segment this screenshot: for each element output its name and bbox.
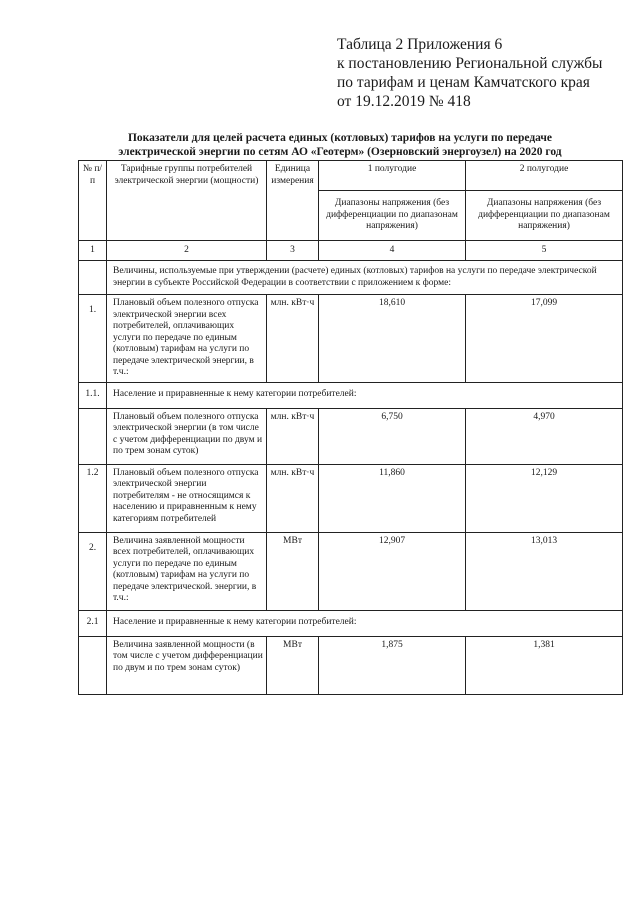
- row-value-h2: 12,129: [466, 464, 623, 532]
- resolution-line: к постановлению Региональной службы: [337, 55, 603, 72]
- row-unit: млн. кВт·ч: [267, 408, 319, 464]
- row-num: 1.1.: [79, 382, 107, 408]
- row-num: 1.: [79, 295, 107, 383]
- empty-cell: [79, 636, 107, 694]
- row-label: Плановый объем полезного отпуска электрической энергии всех потребителей, оплачивающих услуги по передаче по единым (котловым) тарифам на услуги по передаче электрической энергии, в т.ч.:: [107, 295, 267, 383]
- col-number: 4: [319, 241, 466, 261]
- row-num: 2.1: [79, 610, 107, 636]
- table-row: [79, 532, 623, 610]
- table-row: [79, 464, 623, 532]
- empty-cell: [79, 261, 107, 295]
- header-half-1: 1 полугодие: [319, 161, 466, 191]
- row-value-h1: 12,907: [319, 532, 466, 610]
- header-half-2: 2 полугодие: [466, 161, 623, 191]
- row-num: 1.2: [79, 464, 107, 532]
- row-unit: млн. кВт·ч: [267, 464, 319, 532]
- title-line-2: электрической энергии по сетям АО «Геотерм» (Озерновский энергоузел) на 2020 год: [118, 146, 562, 158]
- appendix-line: Таблица 2 Приложения 6: [337, 36, 503, 53]
- section-text: Величины, используемые при утверждении (расчете) единых (котловых) тарифов на услуги по передаче электрической энергии в субъекте Российской Федерации в соответствии с приложением к форме:: [107, 261, 623, 295]
- table-row: [79, 408, 623, 464]
- date-number-line: от 19.12.2019 № 418: [337, 93, 471, 110]
- header-row: [79, 161, 623, 191]
- row-num: 2.: [79, 532, 107, 610]
- row-value-h2: 13,013: [466, 532, 623, 610]
- table-row: [79, 610, 623, 636]
- agency-line: по тарифам и ценам Камчатского края: [337, 74, 590, 91]
- row-value-h1: 1,875: [319, 636, 466, 694]
- table-row: [79, 295, 623, 383]
- col-number: 5: [466, 241, 623, 261]
- header-num: № п/п: [79, 161, 107, 241]
- section-row: [79, 261, 623, 295]
- row-unit: млн. кВт·ч: [267, 295, 319, 383]
- header-range-2: Диапазоны напряжения (без дифференциации по диапазонам напряжения): [466, 191, 623, 241]
- row-label: Плановый объем полезного отпуска электрической энергии (в том числе с учетом дифференциации по двум и по трем зонам суток): [107, 408, 267, 464]
- row-value-h2: 17,099: [466, 295, 623, 383]
- row-unit: МВт: [267, 636, 319, 694]
- row-value-h2: 4,970: [466, 408, 623, 464]
- col-number: 1: [79, 241, 107, 261]
- row-value-h2: 1,381: [466, 636, 623, 694]
- category-label: Население и приравненные к нему категории потребителей:: [107, 382, 623, 408]
- row-label: Величина заявленной мощности (в том числе с учетом дифференциации по двум и по трем зонам суток): [107, 636, 267, 694]
- empty-cell: [79, 408, 107, 464]
- header-group: Тарифные группы потребителей электрической энергии (мощности): [107, 161, 267, 241]
- row-value-h1: 6,750: [319, 408, 466, 464]
- tariff-indicators-table: [78, 160, 623, 695]
- row-value-h1: 11,860: [319, 464, 466, 532]
- row-label: Величина заявленной мощности всех потребителей, оплачивающих услуги по передаче по единым (котловым) тарифам на услуги по передаче электрической. энергии, в т.ч.:: [107, 532, 267, 610]
- col-number: 2: [107, 241, 267, 261]
- resolution-reference: [337, 35, 627, 111]
- col-number: 3: [267, 241, 319, 261]
- row-value-h1: 18,610: [319, 295, 466, 383]
- category-label: Население и приравненные к нему категории потребителей:: [107, 610, 623, 636]
- row-label: Плановый объем полезного отпуска электрической энергии потребителям - не относящимся к населению и приравненным к нему категориям потребителей: [107, 464, 267, 532]
- column-number-row: [79, 241, 623, 261]
- header-unit: Единица измерения: [267, 161, 319, 241]
- title-line-1: Показатели для целей расчета единых (котловых) тарифов на услуги по передаче: [127, 132, 553, 144]
- document-title: [60, 131, 620, 159]
- row-unit: МВт: [267, 532, 319, 610]
- table-row: [79, 382, 623, 408]
- table-row: [79, 636, 623, 694]
- header-range-1: Диапазоны напряжения (без дифференциации по диапазонам напряжения): [319, 191, 466, 241]
